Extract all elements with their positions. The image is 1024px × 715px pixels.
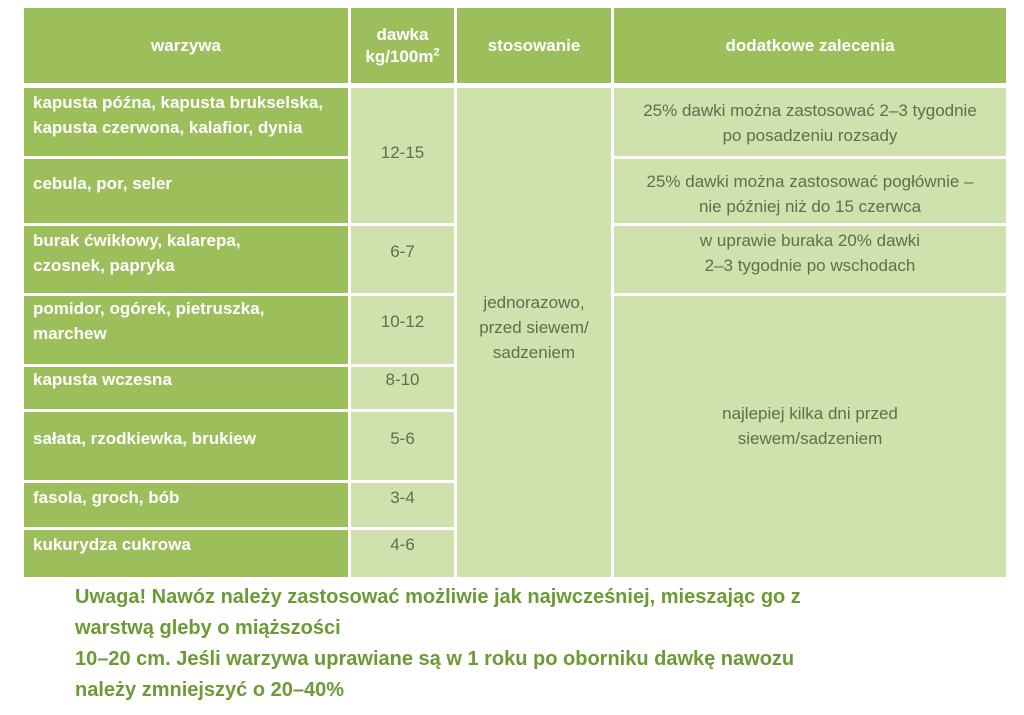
vegetable-label: kapusta późna, kapusta brukselska, kapusta czerwona, kalafior, dynia — [33, 93, 324, 137]
dose-value: 6-7 — [390, 242, 415, 261]
recommendation-cell — [614, 296, 1006, 577]
recommendation-cell — [614, 159, 1006, 223]
dose-value: 10-12 — [380, 312, 425, 331]
dose-value: 4-6 — [390, 535, 415, 554]
vegetable-cell — [24, 530, 348, 577]
vegetable-label: kapusta wczesna — [33, 370, 172, 389]
dose-cell — [351, 412, 454, 480]
vegetable-label: pomidor, ogórek, pietruszka, marchew — [33, 299, 265, 343]
recommendation-text: 25% dawki można zastosować pogłównie – nie później niż do 15 czerwca — [646, 172, 974, 216]
header-zalecenia — [614, 8, 1006, 83]
header-dawka-unit: $kg/100m^2$ — [365, 45, 440, 66]
vegetable-cell — [24, 88, 348, 156]
header-warzywa-label: warzywa — [151, 36, 221, 55]
recommendation-text: w uprawie buraka 20% dawki 2–3 tygodnie po wschodach — [699, 231, 921, 275]
header-zalecenia-label: dodatkowe zalecenia — [725, 36, 895, 55]
dose-cell — [351, 367, 454, 409]
vegetable-cell — [24, 412, 348, 480]
vegetable-label: fasola, groch, bób — [33, 488, 180, 507]
header-dawka-label: dawka — [376, 24, 429, 44]
application-text: jednorazowo, przed siewem/ sadzeniem — [479, 293, 589, 362]
vegetable-cell — [24, 226, 348, 293]
dose-value: 5-6 — [390, 429, 415, 448]
unit-superscript: 2 — [433, 45, 440, 58]
recommendation-text: 25% dawki można zastosować 2–3 tygodnie po posadzeniu rozsady — [643, 101, 977, 145]
dose-cell — [351, 88, 454, 223]
dose-cell — [351, 226, 454, 293]
vegetable-label: burak ćwikłowy, kalarepa, czosnek, papryka — [33, 231, 241, 275]
dose-value: 8-10 — [385, 370, 420, 389]
header-stosowanie-label: stosowanie — [487, 36, 581, 55]
vegetable-label: cebula, por, seler — [33, 174, 172, 193]
fertilizer-table — [24, 8, 1006, 577]
dose-value: 3-4 — [390, 488, 415, 507]
vegetable-cell — [24, 296, 348, 364]
vegetable-cell — [24, 483, 348, 527]
dose-cell — [351, 483, 454, 527]
header-stosowanie — [457, 8, 611, 83]
application-cell — [457, 88, 611, 577]
recommendation-cell — [614, 88, 1006, 156]
warning-note: Uwaga! Nawóz należy zastosować możliwie jak najwcześniej, mieszając go z warstwą gleby o miąższości 10–20 cm. Jeśli warzywa uprawiane są w 1 roku po oborniku dawkę nawozu należy zmniejszyć o 20–40% — [75, 586, 801, 701]
vegetable-cell — [24, 159, 348, 223]
header-dawka — [351, 8, 454, 83]
recommendation-text: najlepiej kilka dni przed siewem/sadzeniem — [722, 404, 898, 448]
dose-value: 12-15 — [380, 143, 425, 162]
header-warzywa — [24, 8, 348, 83]
vegetable-label: sałata, rzodkiewka, brukiew — [33, 429, 256, 448]
dose-cell — [351, 296, 454, 364]
dose-cell — [351, 530, 454, 577]
vegetable-label: kukurydza cukrowa — [33, 535, 191, 554]
vegetable-cell — [24, 367, 348, 409]
recommendation-cell — [614, 226, 1006, 293]
